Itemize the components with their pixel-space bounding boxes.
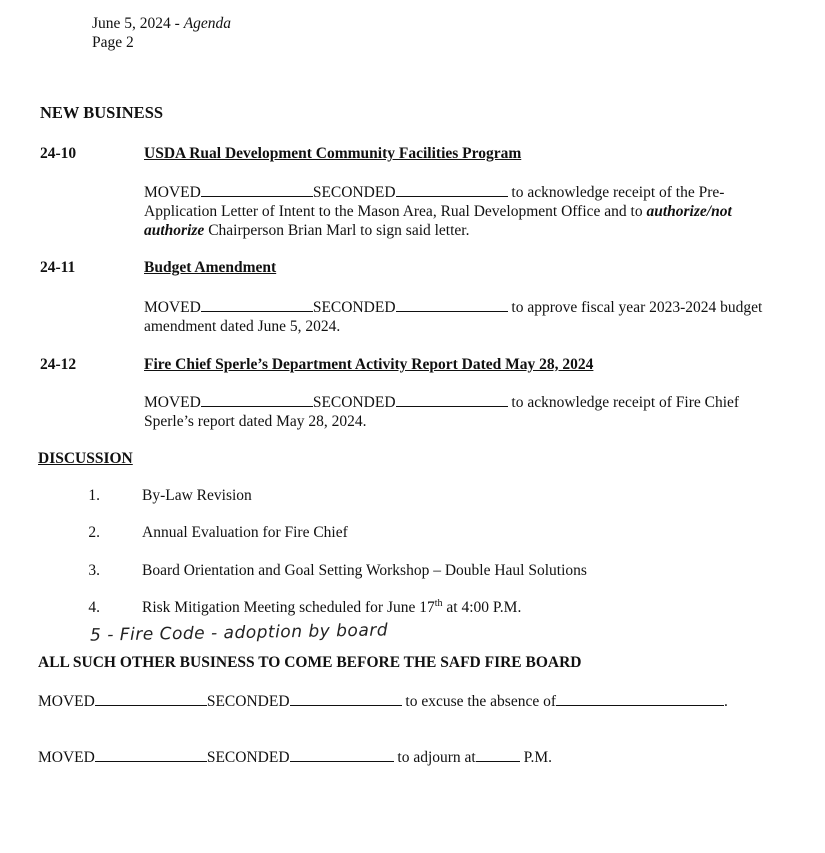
moved-blank — [201, 392, 313, 407]
moved-blank — [95, 747, 207, 762]
discussion-item: 3. Board Orientation and Goal Setting Workshop – Double Haul Solutions — [88, 562, 587, 579]
seconded-blank — [396, 182, 508, 197]
item-number-24-12: 24-12 — [40, 356, 77, 373]
page-number: Page 2 — [92, 34, 134, 51]
discussion-heading: DISCUSSION — [38, 450, 133, 467]
handwritten-note: 5 - Fire Code - adoption by board — [89, 620, 389, 646]
motion-24-11: MOVED SECONDED to approve fiscal year 2023-2024 budget amendment dated June 5, 2024. — [144, 299, 763, 335]
item-number-24-11: 24-11 — [40, 259, 76, 276]
item-title-24-12: Fire Chief Sperle’s Department Activity Report Dated May 28, 2024 — [144, 356, 594, 373]
item-number-24-10: 24-10 — [40, 145, 77, 162]
other-business-heading: ALL SUCH OTHER BUSINESS TO COME BEFORE THE SAFD FIRE BOARD — [38, 654, 582, 671]
seconded-blank — [396, 297, 508, 312]
motion-24-10: MOVED SECONDED to acknowledge receipt of the Pre-Application Letter of Intent to the Mason Area, Rual Development Office and to authorize/not authorize Chairperson Brian Marl to sign said letter. — [144, 184, 732, 239]
discussion-item: 1. By-Law Revision — [88, 487, 252, 504]
adjourn-motion: MOVED SECONDED to adjourn at P.M. — [38, 749, 553, 766]
page-header — [92, 14, 231, 52]
item-title-24-10: USDA Rual Development Community Facilities Program — [144, 145, 522, 162]
seconded-blank — [290, 747, 394, 762]
new-business-heading: NEW BUSINESS — [40, 103, 164, 122]
motion-24-12: MOVED SECONDED to acknowledge receipt of Fire Chief Sperle’s report dated May 28, 2024. — [144, 394, 740, 430]
moved-blank — [201, 182, 313, 197]
excuse-absence-motion: MOVED SECONDED to excuse the absence of . — [38, 693, 728, 710]
item-title-24-11: Budget Amendment — [144, 259, 277, 276]
absence-blank — [556, 691, 724, 706]
discussion-item: 2. Annual Evaluation for Fire Chief — [88, 524, 348, 541]
moved-blank — [201, 297, 313, 312]
agenda-date: June 5, 2024 - Agenda — [92, 15, 232, 32]
discussion-item: 4. Risk Mitigation Meeting scheduled for June 17th at 4:00 P.M. — [88, 597, 522, 616]
time-blank — [476, 747, 520, 762]
seconded-blank — [396, 392, 508, 407]
seconded-blank — [290, 691, 402, 706]
moved-blank — [95, 691, 207, 706]
